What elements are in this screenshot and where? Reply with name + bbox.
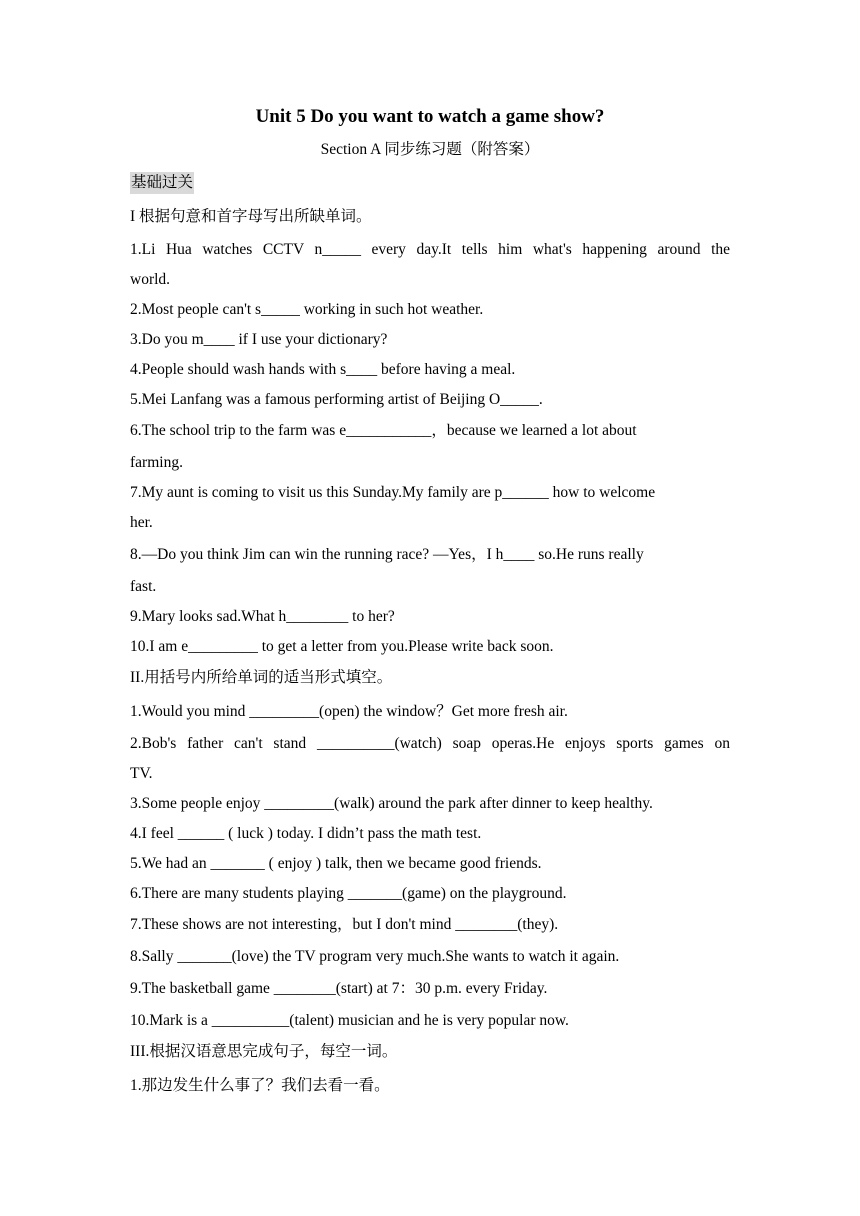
- document-title: Unit 5 Do you want to watch a game show?: [255, 106, 605, 127]
- question-line: farming.: [130, 454, 183, 471]
- question-line: 7.My aunt is coming to visit us this Sunday.My family are p______ how to welcome: [130, 484, 656, 501]
- question-line: 10.Mark is a __________(talent) musician and he is very popular now.: [130, 1012, 569, 1029]
- question-line: 5.We had an _______ ( enjoy ) talk, then we became good friends.: [130, 855, 542, 872]
- document-subtitle: Section A 同步练习题（附答案）: [320, 141, 540, 158]
- question-line: 5.Mei Lanfang was a famous performing artist of Beijing O_____.: [130, 391, 543, 408]
- question-line: fast.: [130, 578, 157, 595]
- question-line: 6.There are many students playing _______(game) on the playground.: [130, 885, 567, 902]
- question-line: world.: [130, 271, 171, 288]
- question-line: 4.I feel ______ ( luck ) today. I didn’t pass the math test.: [130, 825, 482, 842]
- part2-heading: II.用括号内所给单词的适当形式填空。: [130, 669, 393, 686]
- question-line: 8.Sally _______(love) the TV program very much.She wants to watch it again.: [130, 948, 620, 965]
- question-line: 10.I am e_________ to get a letter from you.Please write back soon.: [130, 638, 554, 655]
- question-line: 3.Some people enjoy _________(walk) around the park after dinner to keep healthy.: [130, 795, 653, 812]
- question-line: 9.Mary looks sad.What h________ to her?: [130, 608, 395, 625]
- question-line: 8.—Do you think Jim can win the running race? —Yes，I h____ so.He runs really: [130, 546, 644, 563]
- question-line: TV.: [130, 765, 153, 782]
- question-line: 2.Bob's father can't stand __________(watch) soap operas.He enjoys sports games on: [130, 735, 730, 752]
- question-line: 4.People should wash hands with s____ before having a meal.: [130, 361, 516, 378]
- part3-heading: III.根据汉语意思完成句子，每空一词。: [130, 1043, 398, 1060]
- part1-heading: I 根据句意和首字母写出所缺单词。: [130, 208, 372, 225]
- question-line: her.: [130, 514, 153, 531]
- question-line: 9.The basketball game ________(start) at 7：30 p.m. every Friday.: [130, 980, 548, 997]
- question-line: 7.These shows are not interesting，but I don't mind ________(they).: [130, 916, 559, 933]
- question-line: 1.Li Hua watches CCTV n_____ every day.It tells him what's happening around the: [130, 241, 730, 258]
- question-line: 2.Most people can't s_____ working in such hot weather.: [130, 301, 484, 318]
- question-line: 3.Do you m____ if I use your dictionary?: [130, 331, 388, 348]
- question-line: 1.Would you mind _________(open) the window？Get more fresh air.: [130, 703, 568, 720]
- section-badge: 基础过关: [130, 172, 194, 194]
- question-line: 1.那边发生什么事了？我们去看一看。: [130, 1077, 390, 1094]
- question-line: 6.The school trip to the farm was e___________，because we learned a lot about: [130, 422, 637, 439]
